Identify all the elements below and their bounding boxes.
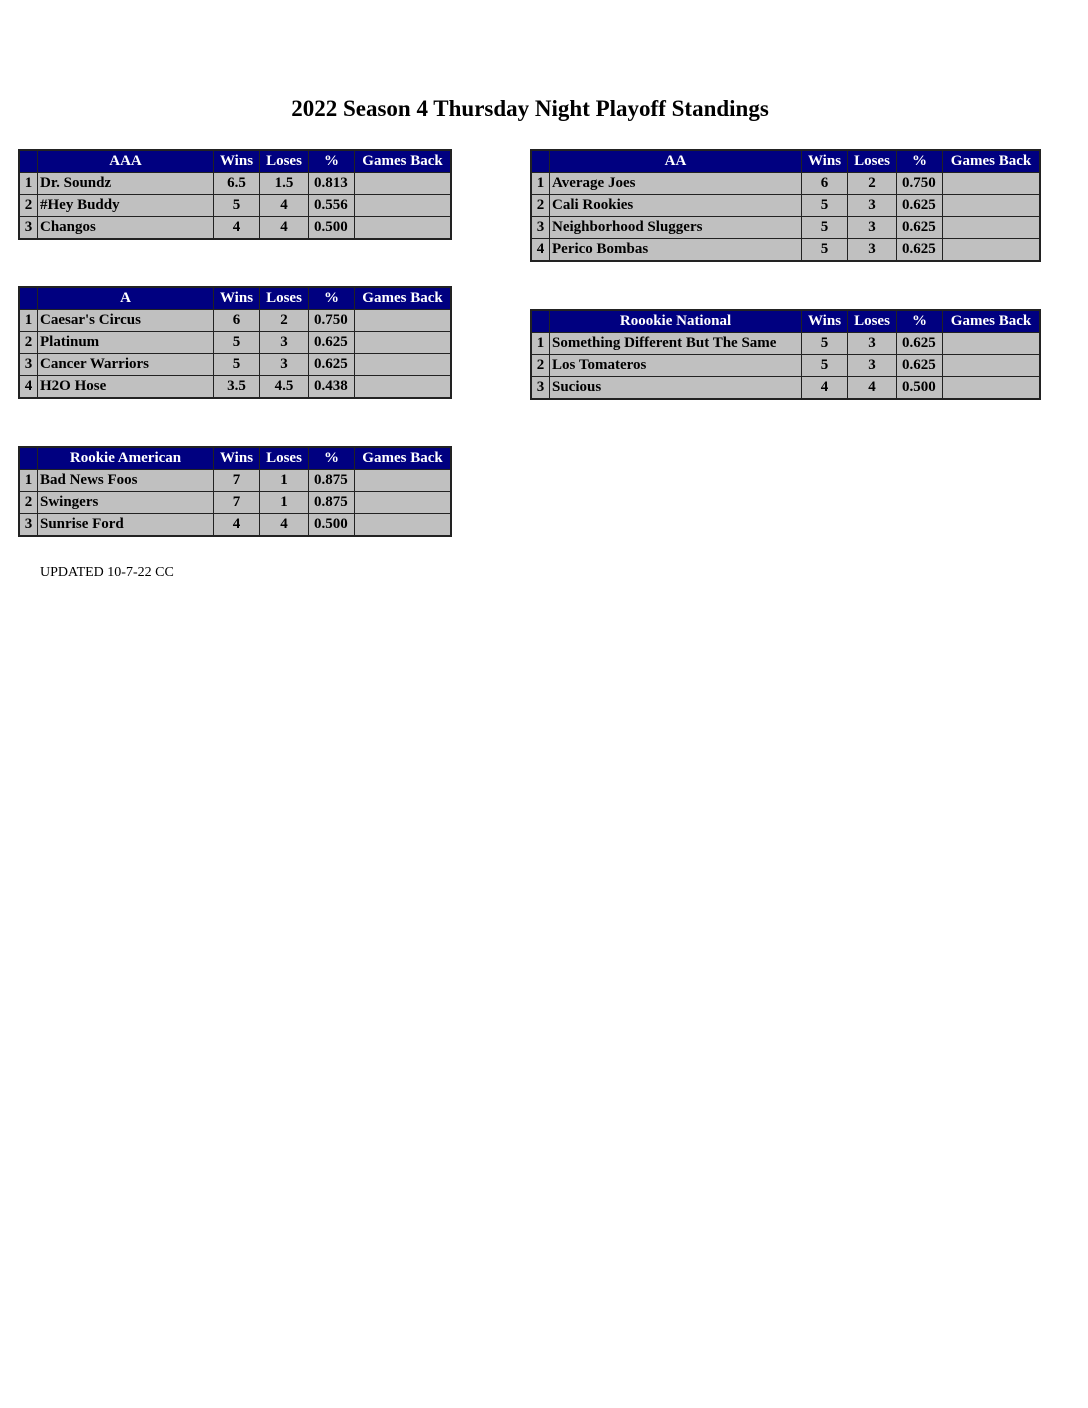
team-name-cell: Swingers xyxy=(38,492,214,514)
loses-cell: 3 xyxy=(848,217,897,239)
standings-table-aa xyxy=(531,150,1040,261)
division-name: Roookie National xyxy=(550,311,802,333)
table-row xyxy=(20,217,451,239)
wins-header: Wins xyxy=(214,448,260,470)
pct-header: % xyxy=(897,151,943,173)
loses-cell: 1 xyxy=(260,492,309,514)
team-name-cell: Perico Bombas xyxy=(550,239,802,261)
loses-cell: 4 xyxy=(848,377,897,399)
loses-cell: 3 xyxy=(848,333,897,355)
division-name: A xyxy=(38,288,214,310)
loses-cell: 1.5 xyxy=(260,173,309,195)
games-back-cell xyxy=(355,195,451,217)
loses-cell: 4.5 xyxy=(260,376,309,398)
loses-cell: 2 xyxy=(848,173,897,195)
team-name-cell: Changos xyxy=(38,217,214,239)
division-name: AAA xyxy=(38,151,214,173)
pct-cell: 0.625 xyxy=(309,332,355,354)
team-name-cell: Caesar's Circus xyxy=(38,310,214,332)
games-back-cell xyxy=(943,239,1040,261)
loses-header: Loses xyxy=(848,151,897,173)
wins-cell: 3.5 xyxy=(214,376,260,398)
header-row xyxy=(532,151,1040,173)
games-back-header: Games Back xyxy=(943,151,1040,173)
rank-cell: 3 xyxy=(20,514,38,536)
loses-cell: 3 xyxy=(260,332,309,354)
wins-cell: 5 xyxy=(214,195,260,217)
loses-cell: 3 xyxy=(848,355,897,377)
pct-cell: 0.875 xyxy=(309,492,355,514)
team-name-cell: Average Joes xyxy=(550,173,802,195)
pct-cell: 0.625 xyxy=(897,217,943,239)
rank-cell: 2 xyxy=(20,195,38,217)
pct-cell: 0.750 xyxy=(309,310,355,332)
rank-header-cell xyxy=(20,288,38,310)
games-back-cell xyxy=(355,332,451,354)
pct-cell: 0.556 xyxy=(309,195,355,217)
games-back-cell xyxy=(355,173,451,195)
table-row xyxy=(532,239,1040,261)
wins-header: Wins xyxy=(802,311,848,333)
loses-cell: 4 xyxy=(260,195,309,217)
pct-cell: 0.500 xyxy=(309,514,355,536)
pct-cell: 0.875 xyxy=(309,470,355,492)
games-back-cell xyxy=(355,376,451,398)
team-name-cell: Cali Rookies xyxy=(550,195,802,217)
loses-cell: 2 xyxy=(260,310,309,332)
pct-cell: 0.500 xyxy=(309,217,355,239)
loses-cell: 3 xyxy=(848,239,897,261)
table-row xyxy=(532,355,1040,377)
rank-cell: 3 xyxy=(532,377,550,399)
wins-cell: 7 xyxy=(214,470,260,492)
division-name: AA xyxy=(550,151,802,173)
team-name-cell: H2O Hose xyxy=(38,376,214,398)
wins-cell: 4 xyxy=(802,377,848,399)
pct-cell: 0.625 xyxy=(897,333,943,355)
loses-cell: 4 xyxy=(260,514,309,536)
wins-header: Wins xyxy=(214,288,260,310)
pct-cell: 0.750 xyxy=(897,173,943,195)
rank-cell: 4 xyxy=(532,239,550,261)
team-name-cell: Cancer Warriors xyxy=(38,354,214,376)
games-back-cell xyxy=(943,195,1040,217)
games-back-header: Games Back xyxy=(355,151,451,173)
table-row xyxy=(20,492,451,514)
games-back-cell xyxy=(355,217,451,239)
division-name: Rookie American xyxy=(38,448,214,470)
wins-cell: 5 xyxy=(802,195,848,217)
team-name-cell: #Hey Buddy xyxy=(38,195,214,217)
wins-cell: 7 xyxy=(214,492,260,514)
header-row xyxy=(20,288,451,310)
pct-header: % xyxy=(309,448,355,470)
table-row xyxy=(20,332,451,354)
wins-cell: 6 xyxy=(214,310,260,332)
rank-cell: 1 xyxy=(20,173,38,195)
team-name-cell: Bad News Foos xyxy=(38,470,214,492)
standings-table-rookie-american xyxy=(19,447,451,536)
rank-cell: 1 xyxy=(532,173,550,195)
wins-cell: 4 xyxy=(214,514,260,536)
loses-cell: 1 xyxy=(260,470,309,492)
rank-header-cell xyxy=(532,311,550,333)
wins-header: Wins xyxy=(802,151,848,173)
loses-cell: 3 xyxy=(848,195,897,217)
team-name-cell: Sunrise Ford xyxy=(38,514,214,536)
rank-cell: 2 xyxy=(20,492,38,514)
rank-header-cell xyxy=(532,151,550,173)
games-back-cell xyxy=(355,470,451,492)
team-name-cell: Neighborhood Sluggers xyxy=(550,217,802,239)
rank-cell: 4 xyxy=(20,376,38,398)
games-back-cell xyxy=(355,354,451,376)
loses-cell: 3 xyxy=(260,354,309,376)
rank-cell: 3 xyxy=(532,217,550,239)
games-back-cell xyxy=(943,355,1040,377)
table-row xyxy=(532,333,1040,355)
table-row xyxy=(20,310,451,332)
wins-cell: 5 xyxy=(802,355,848,377)
wins-cell: 5 xyxy=(802,217,848,239)
table-row xyxy=(20,470,451,492)
table-row xyxy=(532,173,1040,195)
team-name-cell: Dr. Soundz xyxy=(38,173,214,195)
rank-cell: 1 xyxy=(532,333,550,355)
games-back-header: Games Back xyxy=(355,448,451,470)
rank-header-cell xyxy=(20,448,38,470)
pct-cell: 0.438 xyxy=(309,376,355,398)
rank-cell: 2 xyxy=(532,355,550,377)
games-back-header: Games Back xyxy=(355,288,451,310)
wins-cell: 5 xyxy=(214,332,260,354)
header-row xyxy=(20,151,451,173)
standings-table-a xyxy=(19,287,451,398)
page-title: 2022 Season 4 Thursday Night Playoff Standings xyxy=(291,96,769,121)
header-row xyxy=(532,311,1040,333)
wins-cell: 6.5 xyxy=(214,173,260,195)
rank-cell: 1 xyxy=(20,310,38,332)
pct-cell: 0.625 xyxy=(897,195,943,217)
rank-cell: 3 xyxy=(20,354,38,376)
loses-header: Loses xyxy=(260,288,309,310)
games-back-cell xyxy=(355,514,451,536)
rank-cell: 2 xyxy=(532,195,550,217)
pct-header: % xyxy=(309,151,355,173)
team-name-cell: Something Different But The Same xyxy=(550,333,802,355)
updated-note: UPDATED 10-7-22 CC xyxy=(40,565,174,580)
rank-cell: 1 xyxy=(20,470,38,492)
wins-cell: 4 xyxy=(214,217,260,239)
loses-header: Loses xyxy=(848,311,897,333)
team-name-cell: Platinum xyxy=(38,332,214,354)
loses-cell: 4 xyxy=(260,217,309,239)
pct-cell: 0.500 xyxy=(897,377,943,399)
games-back-cell xyxy=(355,492,451,514)
rank-cell: 3 xyxy=(20,217,38,239)
wins-cell: 5 xyxy=(802,333,848,355)
wins-cell: 6 xyxy=(802,173,848,195)
table-row xyxy=(20,354,451,376)
wins-cell: 5 xyxy=(214,354,260,376)
wins-cell: 5 xyxy=(802,239,848,261)
pct-cell: 0.625 xyxy=(897,239,943,261)
wins-header: Wins xyxy=(214,151,260,173)
table-row xyxy=(532,217,1040,239)
games-back-header: Games Back xyxy=(943,311,1040,333)
pct-cell: 0.813 xyxy=(309,173,355,195)
header-row xyxy=(20,448,451,470)
table-row xyxy=(20,376,451,398)
standings-table-aaa xyxy=(19,150,451,239)
standings-table-rookie-national xyxy=(531,310,1040,399)
games-back-cell xyxy=(943,377,1040,399)
games-back-cell xyxy=(943,333,1040,355)
table-row xyxy=(20,514,451,536)
table-row xyxy=(20,195,451,217)
loses-header: Loses xyxy=(260,448,309,470)
games-back-cell xyxy=(355,310,451,332)
table-row xyxy=(532,195,1040,217)
rank-header-cell xyxy=(20,151,38,173)
pct-header: % xyxy=(309,288,355,310)
pct-cell: 0.625 xyxy=(309,354,355,376)
loses-header: Loses xyxy=(260,151,309,173)
rank-cell: 2 xyxy=(20,332,38,354)
table-row xyxy=(532,377,1040,399)
team-name-cell: Sucious xyxy=(550,377,802,399)
pct-cell: 0.625 xyxy=(897,355,943,377)
table-row xyxy=(20,173,451,195)
games-back-cell xyxy=(943,173,1040,195)
pct-header: % xyxy=(897,311,943,333)
games-back-cell xyxy=(943,217,1040,239)
team-name-cell: Los Tomateros xyxy=(550,355,802,377)
